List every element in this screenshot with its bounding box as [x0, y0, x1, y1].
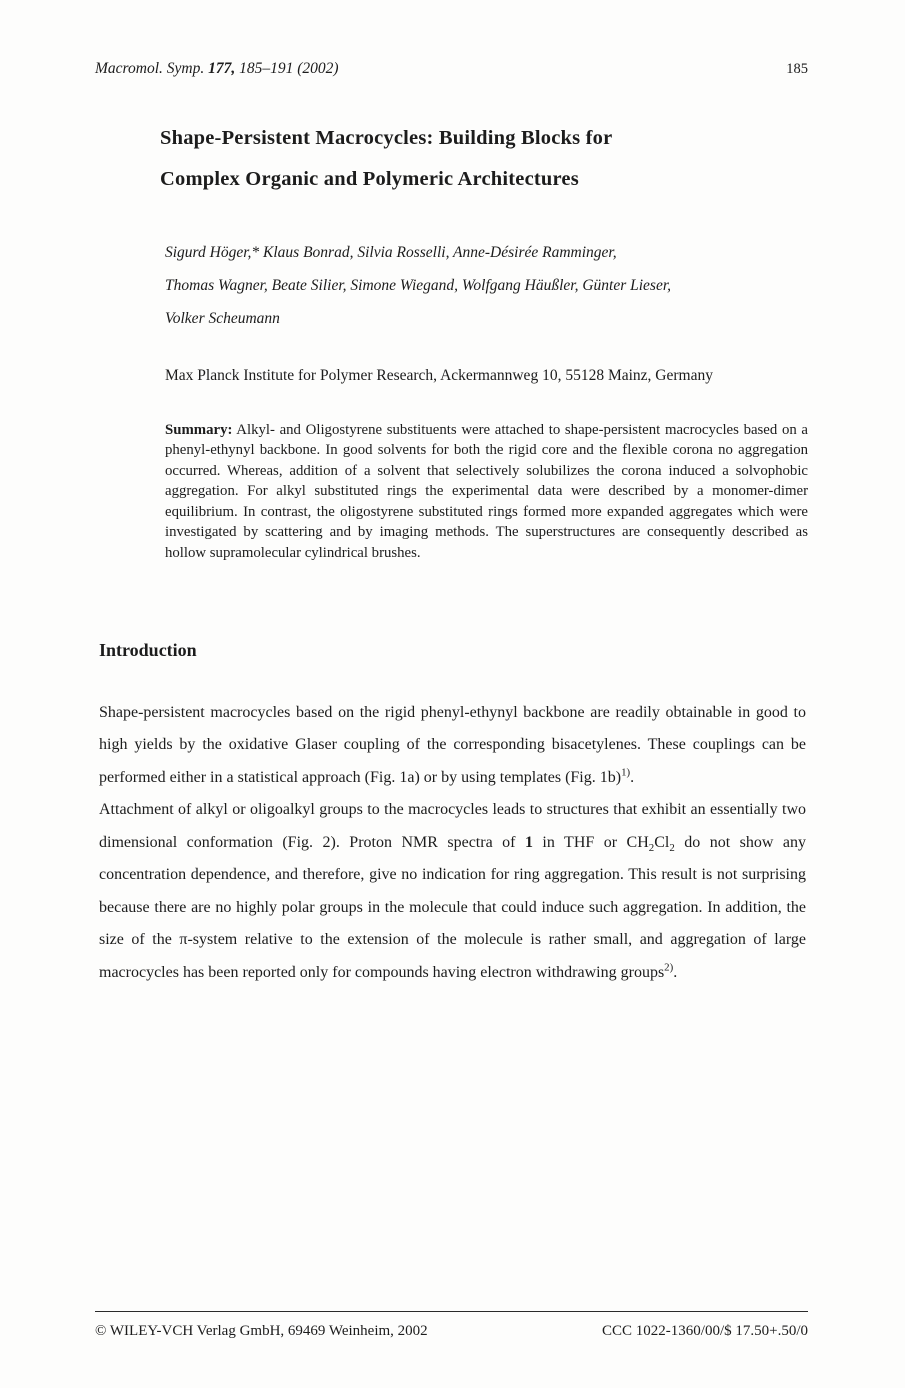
- footer-copyright: © WILEY-VCH Verlag GmbH, 69469 Weinheim, 2002: [95, 1323, 428, 1339]
- affiliation: Max Planck Institute for Polymer Research, Ackermannweg 10, 55128 Mainz, Germany: [165, 367, 713, 384]
- summary-paragraph: Summary: Alkyl- and Oligostyrene substituents were attached to shape-persistent macrocycles based on a phenyl-ethynyl backbone. In good solvents for both the rigid core and the flexible corona no aggregation occurred. Whereas, addition of a solvent that selectively solubilizes the corona induced a solvophobic aggregation. For alkyl substituted rings the experimental data were described by a monomer-dimer equilibrium. In contrast, the oligostyrene substituted rings formed more expanded aggregates which were investigated by scattering and by imaging methods. The superstructures are consequently described as hollow supramolecular cylindrical brushes.: [165, 421, 808, 562]
- authors: [165, 236, 808, 335]
- paper-title: [160, 118, 815, 200]
- paper-title-line2: Complex Organic and Polymeric Architectures: [160, 168, 579, 190]
- footer-ccc-code: CCC 1022-1360/00/$ 17.50+.50/0: [602, 1323, 808, 1339]
- introduction-paragraph-2: Attachment of alkyl or oligoalkyl groups to the macrocycles leads to structures that exhibit an essentially two dimensional conformation (Fig. 2). Proton NMR spectra of 1 in THF or $CH_2Cl_2$ do not show any concentration dependence, and therefore, give no indication for ring aggregation. This result is not surprising because there are no highly polar groups in the molecule that could induce such aggregation. In addition, the size of the π-system relative to the extension of the molecule is rather small, and aggregation of large macrocycles has been reported only for compounds having electron withdrawing groups$^{2)}$.: [99, 801, 806, 981]
- authors-line: Sigurd Höger,* Klaus Bonrad, Silvia Rosselli, Anne-Désirée Ramminger,: [165, 244, 617, 261]
- page-number: 185: [786, 61, 808, 77]
- paper-title-line1: Shape-Persistent Macrocycles: Building Blocks for: [160, 127, 613, 149]
- authors-line: Thomas Wagner, Beate Silier, Simone Wiegand, Wolfgang Häußler, Günter Lieser,: [165, 277, 672, 294]
- running-head: [95, 0, 808, 78]
- introduction-paragraph-1: Shape-persistent macrocycles based on the rigid phenyl-ethynyl backbone are readily obtainable in good to high yields by the oxidative Glaser coupling of the corresponding bisacetylenes. These couplings can be performed either in a statistical approach (Fig. 1a) or by using templates (Fig. 1b)$^{1)}$.: [99, 703, 806, 786]
- section-heading-introduction: Introduction: [99, 639, 197, 660]
- journal-reference: Macromol. Symp. 177, 185–191 (2002): [95, 60, 339, 77]
- authors-line: Volker Scheumann: [165, 310, 280, 327]
- page-footer: [95, 1311, 808, 1340]
